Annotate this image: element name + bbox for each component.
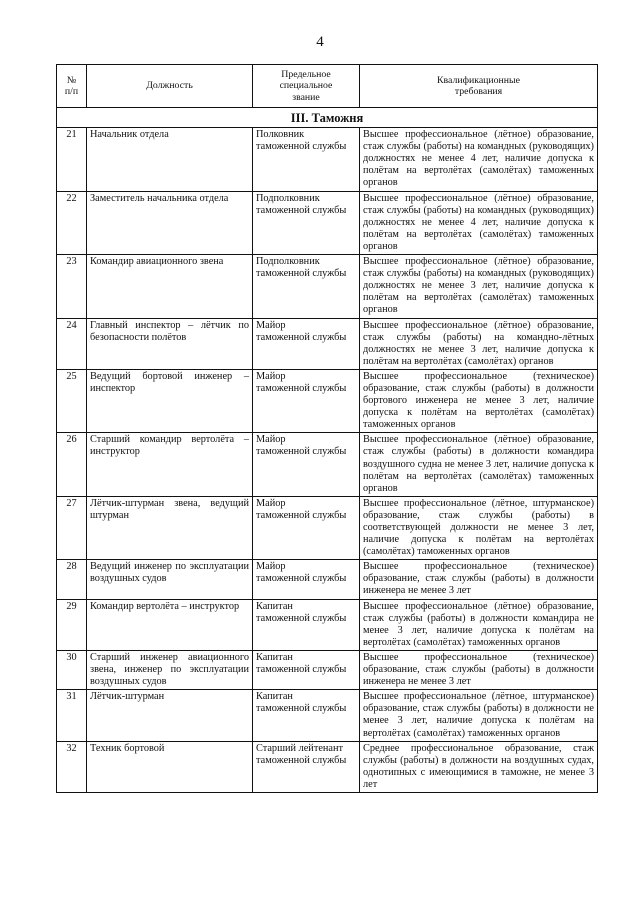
table-row [57,599,598,650]
position-cell: Старший инженер авиационного звена, инженер по эксплуатации воздушных судов [87,650,253,689]
table-header-row [57,65,598,108]
table-row [57,318,598,369]
requirements-cell: Высшее профессиональное (лётное) образование, стаж службы (работы) на командных (руководящих) должностях не менее 4 лет, наличие допуска к полётам на вертолётах (самолётах) таможенных органов [360,191,598,254]
row-number: 24 [57,318,87,369]
table-row [57,128,598,191]
rank-cell: Майор таможенной службы [253,560,360,599]
table-row [57,255,598,318]
position-cell: Начальник отдела [87,128,253,191]
position-cell: Ведущий инженер по эксплуатации воздушных судов [87,560,253,599]
position-cell: Заместитель начальника отдела [87,191,253,254]
table-row [57,496,598,559]
rank-cell: Майор таможенной службы [253,433,360,496]
section-title: III. Таможня [57,108,598,128]
requirements-cell: Высшее профессиональное (лётное, штурманское) образование, стаж службы (работы) в соответствующей должности не менее 3 лет, наличие допуска к полётам на вертолётах (самолётах) таможенных органов [360,496,598,559]
requirements-cell: Среднее профессиональное образование, стаж службы (работы) в должности на воздушных судах, однотипных с имеющимися в таможне, не менее 3 лет [360,741,598,792]
row-number: 27 [57,496,87,559]
position-cell: Главный инспектор – лётчик по безопасности полётов [87,318,253,369]
requirements-cell: Высшее профессиональное (лётное) образование, стаж службы (работы) на командно-лётных должностях не менее 3 лет, наличие допуска к полётам на вертолётах (самолётах) органов [360,318,598,369]
requirements-cell: Высшее профессиональное (лётное) образование, стаж службы (работы) в должности командира не менее 3 лет, наличие допуска к полётам на вертолётах (самолётах) таможенных органов [360,599,598,650]
table-row [57,741,598,792]
row-number: 21 [57,128,87,191]
requirements-cell: Высшее профессиональное (лётное) образование, стаж службы (работы) в должности командира воздушного судна не менее 3 лет, наличие допуска к полётам на вертолётах (самолётах) таможенных органов [360,433,598,496]
row-number: 23 [57,255,87,318]
rank-cell: Капитан таможенной службы [253,650,360,689]
row-number: 25 [57,369,87,432]
rank-cell: Старший лейтенант таможенной службы [253,741,360,792]
row-number: 28 [57,560,87,599]
row-number: 31 [57,690,87,741]
rank-cell: Подполковник таможенной службы [253,255,360,318]
page-number: 4 [316,34,324,50]
rank-cell: Майор таможенной службы [253,318,360,369]
position-cell: Командир авиационного звена [87,255,253,318]
requirements-cell: Высшее профессиональное (лётное) образование, стаж службы (работы) на командных (руководящих) должностях не менее 4 лет, наличие допуска к полётам на вертолётах (самолётах) таможенных органов [360,128,598,191]
requirements-cell: Высшее профессиональное (лётное) образование, стаж службы (работы) на командных (руководящих) должностях не менее 3 лет, наличие допуска к полётам на вертолётах (самолётах) таможенных органов [360,255,598,318]
qualification-table [56,64,598,793]
requirements-cell: Высшее профессиональное (лётное, штурманское) образование, стаж службы (работы) в должности не менее 3 лет, наличие допуска к полётам на вертолётах (самолётах) таможенных органов [360,690,598,741]
requirements-cell: Высшее профессиональное (техническое) образование, стаж службы (работы) в должности бортового инженера не менее 3 лет, наличие допуска к полётам на вертолётах (самолётах) таможенных органов [360,369,598,432]
position-cell: Техник бортовой [87,741,253,792]
position-cell: Старший командир вертолёта – инструктор [87,433,253,496]
row-number: 29 [57,599,87,650]
position-cell: Лётчик-штурман звена, ведущий штурман [87,496,253,559]
table-row [57,650,598,689]
table-row [57,690,598,741]
rank-cell: Капитан таможенной службы [253,599,360,650]
column-header-position: Должность [87,65,253,108]
rank-cell: Капитан таможенной службы [253,690,360,741]
row-number: 30 [57,650,87,689]
requirements-cell: Высшее профессиональное (техническое) образование, стаж службы (работы) в должности инженера не менее 3 лет [360,560,598,599]
rank-cell: Майор таможенной службы [253,369,360,432]
position-cell: Лётчик-штурман [87,690,253,741]
table-row [57,433,598,496]
table-row [57,560,598,599]
position-cell: Ведущий бортовой инженер – инспектор [87,369,253,432]
requirements-cell: Высшее профессиональное (техническое) образование, стаж службы (работы) в должности инженера не менее 3 лет [360,650,598,689]
column-header-num: № п/п [57,65,87,108]
rank-cell: Майор таможенной службы [253,496,360,559]
row-number: 22 [57,191,87,254]
section-row [57,108,598,128]
row-number: 26 [57,433,87,496]
rank-cell: Подполковник таможенной службы [253,191,360,254]
position-cell: Командир вертолёта – инструктор [87,599,253,650]
column-header-rank: Предельное специальное звание [253,65,360,108]
table-row [57,191,598,254]
rank-cell: Полковник таможенной службы [253,128,360,191]
column-header-requirements: Квалификационные требования [360,65,598,108]
table-row [57,369,598,432]
row-number: 32 [57,741,87,792]
